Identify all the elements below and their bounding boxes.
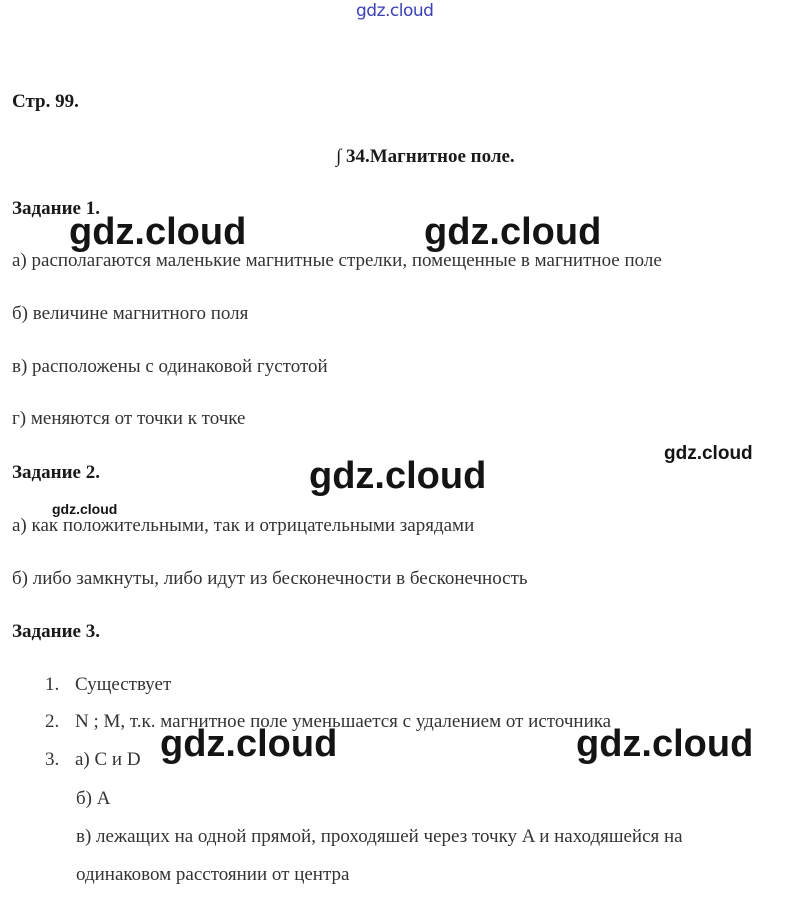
task3-item-text: а) C и D [75,749,141,770]
task1-line-c: в) расположены с одинаковой густотой [12,356,328,377]
task3-item-text: N ; M, т.к. магнитное поле уменьшается с удалением от источника [75,711,612,732]
task1-line-b: б) величине магнитного поля [12,303,249,324]
watermark: gdz.cloud [664,443,753,464]
watermark: gdz.cloud [69,211,247,253]
task3-item-number: 2. [45,711,60,732]
section-title: ∫ 34.Магнитное поле. [336,146,515,167]
task2-line-a: а) как положительными, так и отрицательными зарядами [12,515,475,536]
header-watermark: gdz.cloud [356,1,434,21]
watermark: gdz.cloud [424,211,602,253]
task1-line-d: г) меняются от точки к точке [12,408,246,429]
task3-heading: Задание 3. [12,621,100,642]
task3-item [45,674,171,696]
task3-item [45,749,141,771]
task1-line-a: а) располагаются маленькие магнитные стрелки, помещенные в магнитное поле [12,250,662,271]
watermark: gdz.cloud [160,723,338,765]
task2-line-b: б) либо замкнуты, либо идут из бесконечности в бесконечность [12,568,528,589]
task3-item-text: Существует [75,674,172,695]
watermark: gdz.cloud [309,455,487,497]
task3-item-number: 1. [45,674,60,695]
task3-sub-b: б) A [76,788,111,809]
task2-heading: Задание 2. [12,462,100,483]
task3-sub-c: в) лежащих на одной прямой, проходяшей через точку A и находяшейся на [76,826,683,847]
watermark: gdz.cloud [576,723,754,765]
watermark: gdz.cloud [52,501,118,517]
page-label: Стр. 99. [12,91,79,112]
task3-item-number: 3. [45,749,60,770]
task3-sub-c-cont: одинаковом расстоянии от центра [76,864,350,885]
task1-heading: Задание 1. [12,198,100,219]
